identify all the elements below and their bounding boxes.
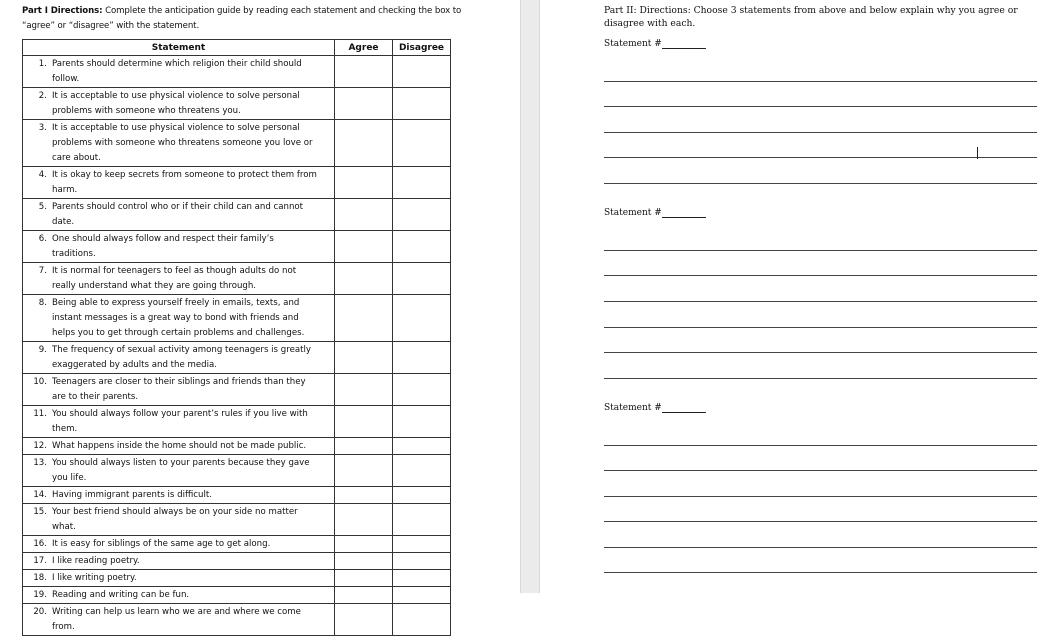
statement-number: 8. xyxy=(38,298,47,308)
answer-line[interactable] xyxy=(604,547,1037,548)
answer-line[interactable] xyxy=(604,327,1037,328)
statement-label-2 xyxy=(604,208,706,218)
agree-checkbox-cell[interactable] xyxy=(335,88,393,120)
disagree-checkbox-cell[interactable] xyxy=(393,438,451,455)
agree-checkbox-cell[interactable] xyxy=(335,487,393,504)
agree-checkbox-cell[interactable] xyxy=(335,570,393,587)
statement-number: 1. xyxy=(38,59,47,69)
statement-cell xyxy=(23,536,335,553)
disagree-checkbox-cell[interactable] xyxy=(393,199,451,231)
part1-text: Complete the anticipation guide by reading each statement and checking the box to “agree” or “disagree” with the statement. xyxy=(22,6,462,31)
statement-text: The frequency of sexual activity among teenagers is greatly exaggerated by adults and the media. xyxy=(52,345,311,370)
statement-number: 20. xyxy=(33,607,47,617)
statement-text: Having immigrant parents is difficult. xyxy=(52,490,212,500)
statement-text: What happens inside the home should not be made public. xyxy=(52,441,307,451)
part1-directions xyxy=(22,4,482,33)
disagree-checkbox-cell[interactable] xyxy=(393,504,451,536)
table-row xyxy=(23,587,451,604)
statement-number-blank[interactable] xyxy=(662,209,706,218)
table-row xyxy=(23,604,451,636)
agree-checkbox-cell[interactable] xyxy=(335,374,393,406)
statement-number-blank[interactable] xyxy=(662,40,706,49)
statement-number: 11. xyxy=(33,409,47,419)
statement-number: 14. xyxy=(33,490,47,500)
statement-label-text: Statement # xyxy=(604,39,662,49)
statement-cell xyxy=(23,553,335,570)
agree-checkbox-cell[interactable] xyxy=(335,504,393,536)
disagree-checkbox-cell[interactable] xyxy=(393,88,451,120)
table-row xyxy=(23,167,451,199)
answer-line[interactable] xyxy=(604,106,1037,107)
statement-cell xyxy=(23,604,335,636)
statement-number: 9. xyxy=(38,345,47,355)
table-row xyxy=(23,231,451,263)
statement-text: It is acceptable to use physical violence to solve personal problems with someone who threatens you. xyxy=(52,91,300,116)
table-header-row xyxy=(23,40,451,56)
disagree-checkbox-cell[interactable] xyxy=(393,295,451,342)
table-row xyxy=(23,374,451,406)
answer-line[interactable] xyxy=(604,470,1037,471)
disagree-checkbox-cell[interactable] xyxy=(393,536,451,553)
table-row xyxy=(23,295,451,342)
statement-text: Your best friend should always be on your side no matter what. xyxy=(52,507,298,532)
statement-cell xyxy=(23,167,335,199)
statement-cell xyxy=(23,342,335,374)
table-row xyxy=(23,455,451,487)
table-row xyxy=(23,487,451,504)
disagree-checkbox-cell[interactable] xyxy=(393,263,451,295)
answer-line[interactable] xyxy=(604,445,1037,446)
table-row xyxy=(23,199,451,231)
statement-cell xyxy=(23,295,335,342)
statement-text: I like writing poetry. xyxy=(52,573,137,583)
statement-text: It is acceptable to use physical violence to solve personal problems with someone who threatens someone you love or care about. xyxy=(52,123,313,163)
statement-cell xyxy=(23,570,335,587)
agree-checkbox-cell[interactable] xyxy=(335,587,393,604)
statement-cell xyxy=(23,406,335,438)
statement-number: 13. xyxy=(33,458,47,468)
answer-line[interactable] xyxy=(604,275,1037,276)
agree-checkbox-cell[interactable] xyxy=(335,604,393,636)
table-row xyxy=(23,570,451,587)
disagree-checkbox-cell[interactable] xyxy=(393,342,451,374)
table-row xyxy=(23,438,451,455)
statement-number: 6. xyxy=(38,234,47,244)
table-row xyxy=(23,553,451,570)
disagree-checkbox-cell[interactable] xyxy=(393,374,451,406)
statement-cell xyxy=(23,199,335,231)
agree-checkbox-cell[interactable] xyxy=(335,263,393,295)
statement-text: Teenagers are closer to their siblings and friends than they are to their parents. xyxy=(52,377,306,402)
disagree-checkbox-cell[interactable] xyxy=(393,120,451,167)
statement-cell xyxy=(23,504,335,536)
agree-checkbox-cell[interactable] xyxy=(335,536,393,553)
statement-number: 16. xyxy=(33,539,47,549)
disagree-checkbox-cell[interactable] xyxy=(393,604,451,636)
agree-checkbox-cell[interactable] xyxy=(335,342,393,374)
statement-number: 12. xyxy=(33,441,47,451)
answer-line[interactable] xyxy=(604,81,1037,82)
statement-cell xyxy=(23,263,335,295)
statement-cell xyxy=(23,56,335,88)
statement-cell xyxy=(23,587,335,604)
statement-cell xyxy=(23,487,335,504)
statement-cell xyxy=(23,455,335,487)
statement-number: 18. xyxy=(33,573,47,583)
part2-directions: Part II: Directions: Choose 3 statements from above and below explain why you agree or disagree with each. xyxy=(604,5,1018,29)
table-row xyxy=(23,536,451,553)
statement-label-3 xyxy=(604,403,706,413)
statement-label-1 xyxy=(604,39,706,49)
statement-text: You should always follow your parent’s rules if you live with them. xyxy=(52,409,308,434)
statement-cell xyxy=(23,120,335,167)
table-row xyxy=(23,263,451,295)
table-body xyxy=(23,56,451,636)
statement-number: 2. xyxy=(38,91,47,101)
table-row xyxy=(23,504,451,536)
table-row xyxy=(23,120,451,167)
answer-line[interactable] xyxy=(604,496,1037,497)
anticipation-guide-table xyxy=(22,39,451,636)
part1-heading: Part I Directions: xyxy=(22,6,103,16)
statement-text: You should always listen to your parents because they gave you life. xyxy=(52,458,310,483)
answer-line[interactable] xyxy=(604,572,1037,573)
agree-checkbox-cell[interactable] xyxy=(335,231,393,263)
statement-cell xyxy=(23,374,335,406)
statement-text: It is easy for siblings of the same age to get along. xyxy=(52,539,271,549)
answer-line[interactable] xyxy=(604,132,1037,133)
agree-checkbox-cell[interactable] xyxy=(335,455,393,487)
statement-text: One should always follow and respect their family’s traditions. xyxy=(52,234,274,259)
statement-text: Parents should determine which religion their child should follow. xyxy=(52,59,302,84)
table-row xyxy=(23,406,451,438)
answer-line[interactable] xyxy=(604,301,1037,302)
statement-number: 4. xyxy=(38,170,47,180)
header-statement: Statement xyxy=(23,40,335,56)
disagree-checkbox-cell[interactable] xyxy=(393,570,451,587)
statement-text: Parents should control who or if their child can and cannot date. xyxy=(52,202,304,227)
statement-number: 5. xyxy=(38,202,47,212)
statement-text: It is normal for teenagers to feel as though adults do not really understand what they are going through. xyxy=(52,266,297,291)
header-disagree: Disagree xyxy=(393,40,451,56)
disagree-checkbox-cell[interactable] xyxy=(393,406,451,438)
disagree-checkbox-cell[interactable] xyxy=(393,56,451,88)
statement-text: Writing can help us learn who we are and where we come from. xyxy=(52,607,301,632)
statement-number: 17. xyxy=(33,556,47,566)
table-row xyxy=(23,342,451,374)
disagree-checkbox-cell[interactable] xyxy=(393,587,451,604)
statement-number: 3. xyxy=(38,123,47,133)
answer-line[interactable] xyxy=(604,250,1037,251)
statement-text: It is okay to keep secrets from someone to protect them from harm. xyxy=(52,170,317,195)
statement-number: 10. xyxy=(33,377,47,387)
header-agree: Agree xyxy=(335,40,393,56)
disagree-checkbox-cell[interactable] xyxy=(393,455,451,487)
answer-line[interactable] xyxy=(604,521,1037,522)
disagree-checkbox-cell[interactable] xyxy=(393,487,451,504)
agree-checkbox-cell[interactable] xyxy=(335,295,393,342)
statement-number-blank[interactable] xyxy=(662,404,706,413)
agree-checkbox-cell[interactable] xyxy=(335,120,393,167)
agree-checkbox-cell[interactable] xyxy=(335,56,393,88)
agree-checkbox-cell[interactable] xyxy=(335,406,393,438)
statement-number: 15. xyxy=(33,507,47,517)
agree-checkbox-cell[interactable] xyxy=(335,167,393,199)
agree-checkbox-cell[interactable] xyxy=(335,199,393,231)
agree-checkbox-cell[interactable] xyxy=(335,553,393,570)
answer-line[interactable] xyxy=(604,352,1037,353)
statement-text: Reading and writing can be fun. xyxy=(52,590,190,600)
statement-text: Being able to express yourself freely in emails, texts, and instant messages is a great way to bond with friends and helps you to get through certain problems and challenges. xyxy=(52,298,305,338)
disagree-checkbox-cell[interactable] xyxy=(393,231,451,263)
page-divider xyxy=(520,0,540,593)
answer-line[interactable] xyxy=(604,378,1037,379)
table-row xyxy=(23,56,451,88)
statement-number: 19. xyxy=(33,590,47,600)
statement-cell xyxy=(23,438,335,455)
answer-line[interactable] xyxy=(604,157,1037,158)
page-left xyxy=(0,0,520,632)
statement-label-text: Statement # xyxy=(604,403,662,413)
statement-number: 7. xyxy=(38,266,47,276)
disagree-checkbox-cell[interactable] xyxy=(393,553,451,570)
text-cursor xyxy=(977,147,978,159)
answer-line[interactable] xyxy=(604,183,1037,184)
statement-cell xyxy=(23,88,335,120)
page-right xyxy=(540,0,1059,593)
agree-checkbox-cell[interactable] xyxy=(335,438,393,455)
statement-text: I like reading poetry. xyxy=(52,556,140,566)
statement-label-text: Statement # xyxy=(604,208,662,218)
table-row xyxy=(23,88,451,120)
statement-cell xyxy=(23,231,335,263)
disagree-checkbox-cell[interactable] xyxy=(393,167,451,199)
